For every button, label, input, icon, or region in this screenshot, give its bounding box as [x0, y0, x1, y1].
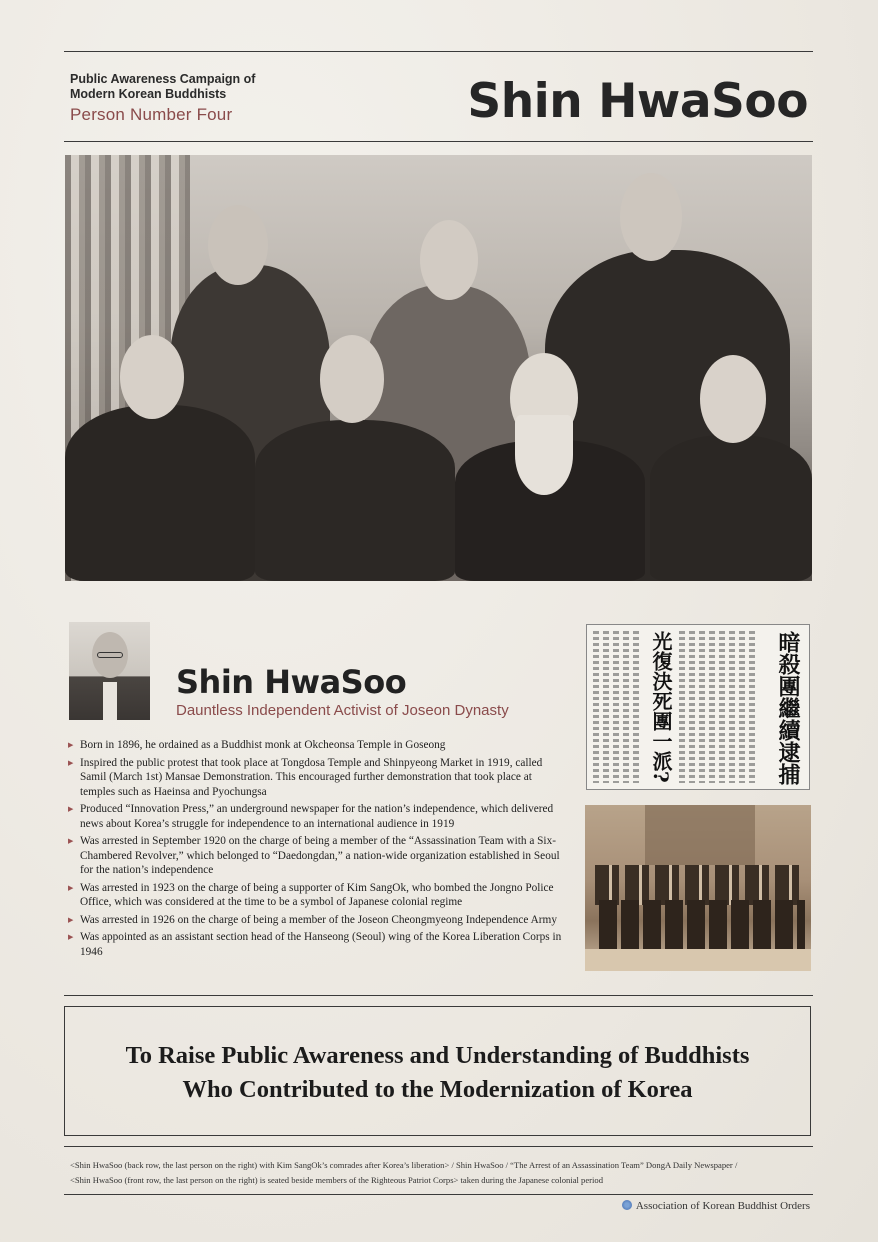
list-item: ▶ Was arrested in September 1920 on the charge of being a member of the “Assassination Team with a Six-Chambered Revolver,” which belonged to “Daedongdan,” a nation-wide organization established in Seoul for the nation’s independence [68, 834, 568, 878]
banner-box [64, 1006, 811, 1136]
page-title: Shin HwaSoo [467, 74, 808, 129]
group-photo [65, 155, 812, 581]
caption-line-2: <Shin HwaSoo (front row, the last person on the right) is seated beside members of the Righteous Patriot Corps> taken during the Japanese colonial period [70, 1175, 604, 1185]
portrait-photo [69, 622, 150, 720]
ground [585, 949, 811, 971]
campaign-line-1: Public Awareness Campaign of [70, 72, 256, 86]
caption-line-1: <Shin HwaSoo (back row, the last person on the right) with Kim SangOk’s comrades after Korea’s liberation> / Shin HwaSoo / “The Arrest of an Assassination Team” DongA Daily Newspaper / [70, 1160, 738, 1170]
biography-list [68, 738, 568, 962]
list-item: ▶ Inspired the public protest that took place at Tongdosa Temple and Shinpyeong Market in 1919, called Samil (March 1st) Mansae Demonstration. This encouraged further demonstration that took place at temples such as Haeinsa and Pyochungsa [68, 756, 568, 800]
association-name: Association of Korean Buddhist Orders [635, 1200, 810, 1212]
sepia-group-photo [585, 805, 811, 971]
front-row [599, 900, 805, 952]
banner-line-1: To Raise Public Awareness and Understanding of Buddhists [125, 1042, 750, 1069]
campaign-label [70, 72, 255, 102]
caption-bottom-rule [64, 1194, 813, 1195]
profile-name: Shin HwaSoo [176, 663, 407, 701]
header-rule [64, 141, 813, 142]
association-logo-icon [622, 1200, 632, 1210]
list-item: ▶ Born in 1896, he ordained as a Buddhist monk at Okcheonsa Temple in Goseong [68, 738, 568, 753]
list-item: ▶ Produced “Innovation Press,” an underground newspaper for the nation’s independence, which delivered news about Korea’s struggle for independence to an international audience in 1919 [68, 802, 568, 831]
association-credit [622, 1200, 810, 1212]
glasses [97, 652, 123, 658]
newspaper-headline-left: 光復決死團一派? [649, 631, 673, 783]
list-item: ▶ Was arrested in 1926 on the charge of being a member of the Joseon Cheongmyeong Independence Army [68, 913, 568, 928]
newspaper-headline-right: 暗殺團繼續逮捕 [775, 631, 801, 785]
section-rule [64, 995, 813, 996]
list-item: ▶ Was arrested in 1923 on the charge of being a supporter of Kim SangOk, who bombed the Jongno Police Office, which was considered at the time to be a symbol of Japanese colonial regime [68, 881, 568, 910]
back-row [595, 865, 805, 905]
caption-top-rule [64, 1146, 813, 1147]
top-rule [64, 51, 813, 52]
doorway [645, 805, 755, 865]
newspaper-clipping [586, 624, 810, 790]
beard [515, 415, 573, 495]
person-number: Person Number Four [70, 105, 233, 124]
profile-subtitle: Dauntless Independent Activist of Joseon Dynasty [176, 702, 509, 719]
campaign-line-2: Modern Korean Buddhists [70, 87, 227, 101]
photo-caption [70, 1158, 820, 1188]
list-item: ▶ Was appointed as an assistant section head of the Hanseong (Seoul) wing of the Korea Liberation Corps in 1946 [68, 930, 568, 959]
banner-line-2: Who Contributed to the Modernization of Korea [182, 1076, 693, 1103]
